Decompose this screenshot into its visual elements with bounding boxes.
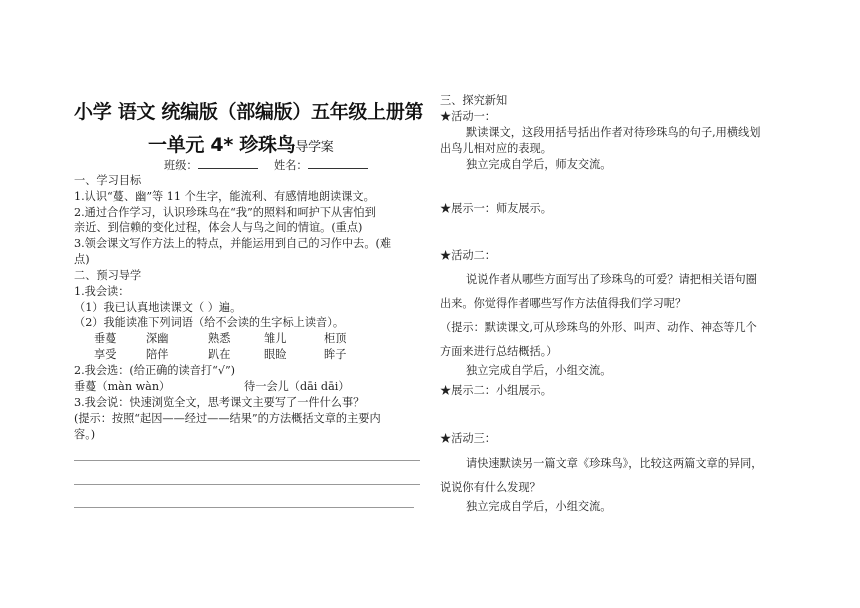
activity1-line1: 默读课文，这段用括号括出作者对待珍珠鸟的句子,用横线划 bbox=[466, 126, 761, 139]
class-label: 班级： bbox=[164, 159, 198, 172]
word: 眸子 bbox=[324, 348, 347, 361]
say-heading: 3.我会说：快速浏览全文，思考课文主要写了一件什么事？ bbox=[74, 396, 365, 409]
word: 深幽 bbox=[146, 332, 169, 345]
word: 雏儿 bbox=[264, 332, 287, 345]
name-field bbox=[274, 157, 368, 173]
read-item-1: （1）我已认真地读课文（ ）遍。 bbox=[74, 301, 242, 314]
section2-heading: 二、预习导学 bbox=[74, 269, 142, 282]
answer-line[interactable] bbox=[74, 507, 414, 508]
activity1-line3: 独立完成自学后，师友交流。 bbox=[466, 158, 612, 171]
read-heading: 1.我会读： bbox=[74, 285, 130, 298]
goal-line-5: 点) bbox=[74, 253, 90, 266]
activity2-line3: 独立完成自学后，小组交流。 bbox=[466, 364, 612, 377]
read-item-2: （2）我能读准下列词语（给不会读的生字标上读音）。 bbox=[74, 316, 345, 329]
doc-title-main: 一单元 4* 珍珠鸟 bbox=[148, 134, 296, 156]
word: 垂蔓 bbox=[94, 332, 117, 345]
doc-title-line1: 小学 语文 统编版（部编版）五年级上册第 bbox=[74, 101, 424, 123]
goal-line-4: 3.领会课文写作方法上的特点，并能运用到自己的习作中去。(难 bbox=[74, 237, 392, 250]
section1-heading: 一、学习目标 bbox=[74, 174, 142, 187]
answer-line[interactable] bbox=[74, 460, 420, 461]
activity2-line1: 说说作者从哪些方面写出了珍珠鸟的可爱？请把相关语句圈 bbox=[466, 273, 757, 286]
show2: ★展示二：小组展示。 bbox=[440, 384, 552, 397]
doc-title-suffix: 导学案 bbox=[295, 140, 334, 155]
activity2-hint1: （提示：默读课文,可从珍珠鸟的外形、叫声、动作、神态等几个 bbox=[440, 321, 757, 334]
name-blank[interactable] bbox=[308, 157, 368, 169]
word: 眼睑 bbox=[264, 348, 287, 361]
say-hint-1: (提示：按照“起因——经过——结果”的方法概括文章的主要内 bbox=[74, 412, 381, 425]
activity1-line2: 出鸟儿相对应的表现。 bbox=[440, 142, 552, 155]
activity1-title: ★活动一： bbox=[440, 110, 496, 123]
goal-line-3: 亲近、到信赖的变化过程，体会人与鸟之间的情谊。(重点) bbox=[74, 221, 363, 234]
name-label: 姓名： bbox=[274, 159, 308, 172]
answer-line[interactable] bbox=[74, 484, 420, 485]
activity2-hint2: 方面来进行总结概括。） bbox=[440, 345, 558, 358]
doc-title-line2 bbox=[148, 130, 334, 157]
word: 陪伴 bbox=[146, 348, 169, 361]
word: 柜顶 bbox=[324, 332, 347, 345]
select-option-a: 垂蔓（màn wàn） bbox=[74, 380, 171, 393]
activity2-title: ★活动二： bbox=[440, 249, 496, 262]
activity3-title: ★活动三： bbox=[440, 432, 496, 445]
class-field bbox=[164, 157, 258, 173]
section3-heading: 三、探究新知 bbox=[440, 94, 508, 107]
activity3-line1: 请快速默读另一篇文章《珍珠鸟》，比较这两篇文章的异同， bbox=[466, 457, 763, 470]
say-hint-2: 容。) bbox=[74, 428, 96, 441]
select-option-b: 待一会儿（dāi dāi） bbox=[244, 380, 350, 393]
select-heading: 2.我会选：(给正确的读音打“√”) bbox=[74, 364, 236, 377]
show1: ★展示一：师友展示。 bbox=[440, 202, 552, 215]
activity3-line2: 说说你有什么发现？ bbox=[440, 481, 541, 494]
word: 趴在 bbox=[208, 348, 231, 361]
word: 享受 bbox=[94, 348, 117, 361]
word: 熟悉 bbox=[208, 332, 231, 345]
activity2-line2: 出来。你觉得作者哪些写作方法值得我们学习呢？ bbox=[440, 297, 687, 310]
class-blank[interactable] bbox=[198, 157, 258, 169]
activity3-line3: 独立完成自学后，小组交流。 bbox=[466, 500, 612, 513]
goal-line-2: 2.通过合作学习，认识珍珠鸟在“我”的照料和呵护下从害怕到 bbox=[74, 206, 376, 219]
goal-line-1: 1.认识“蔓、幽”等 11 个生字，能流利、有感情地朗读课文。 bbox=[74, 190, 375, 203]
